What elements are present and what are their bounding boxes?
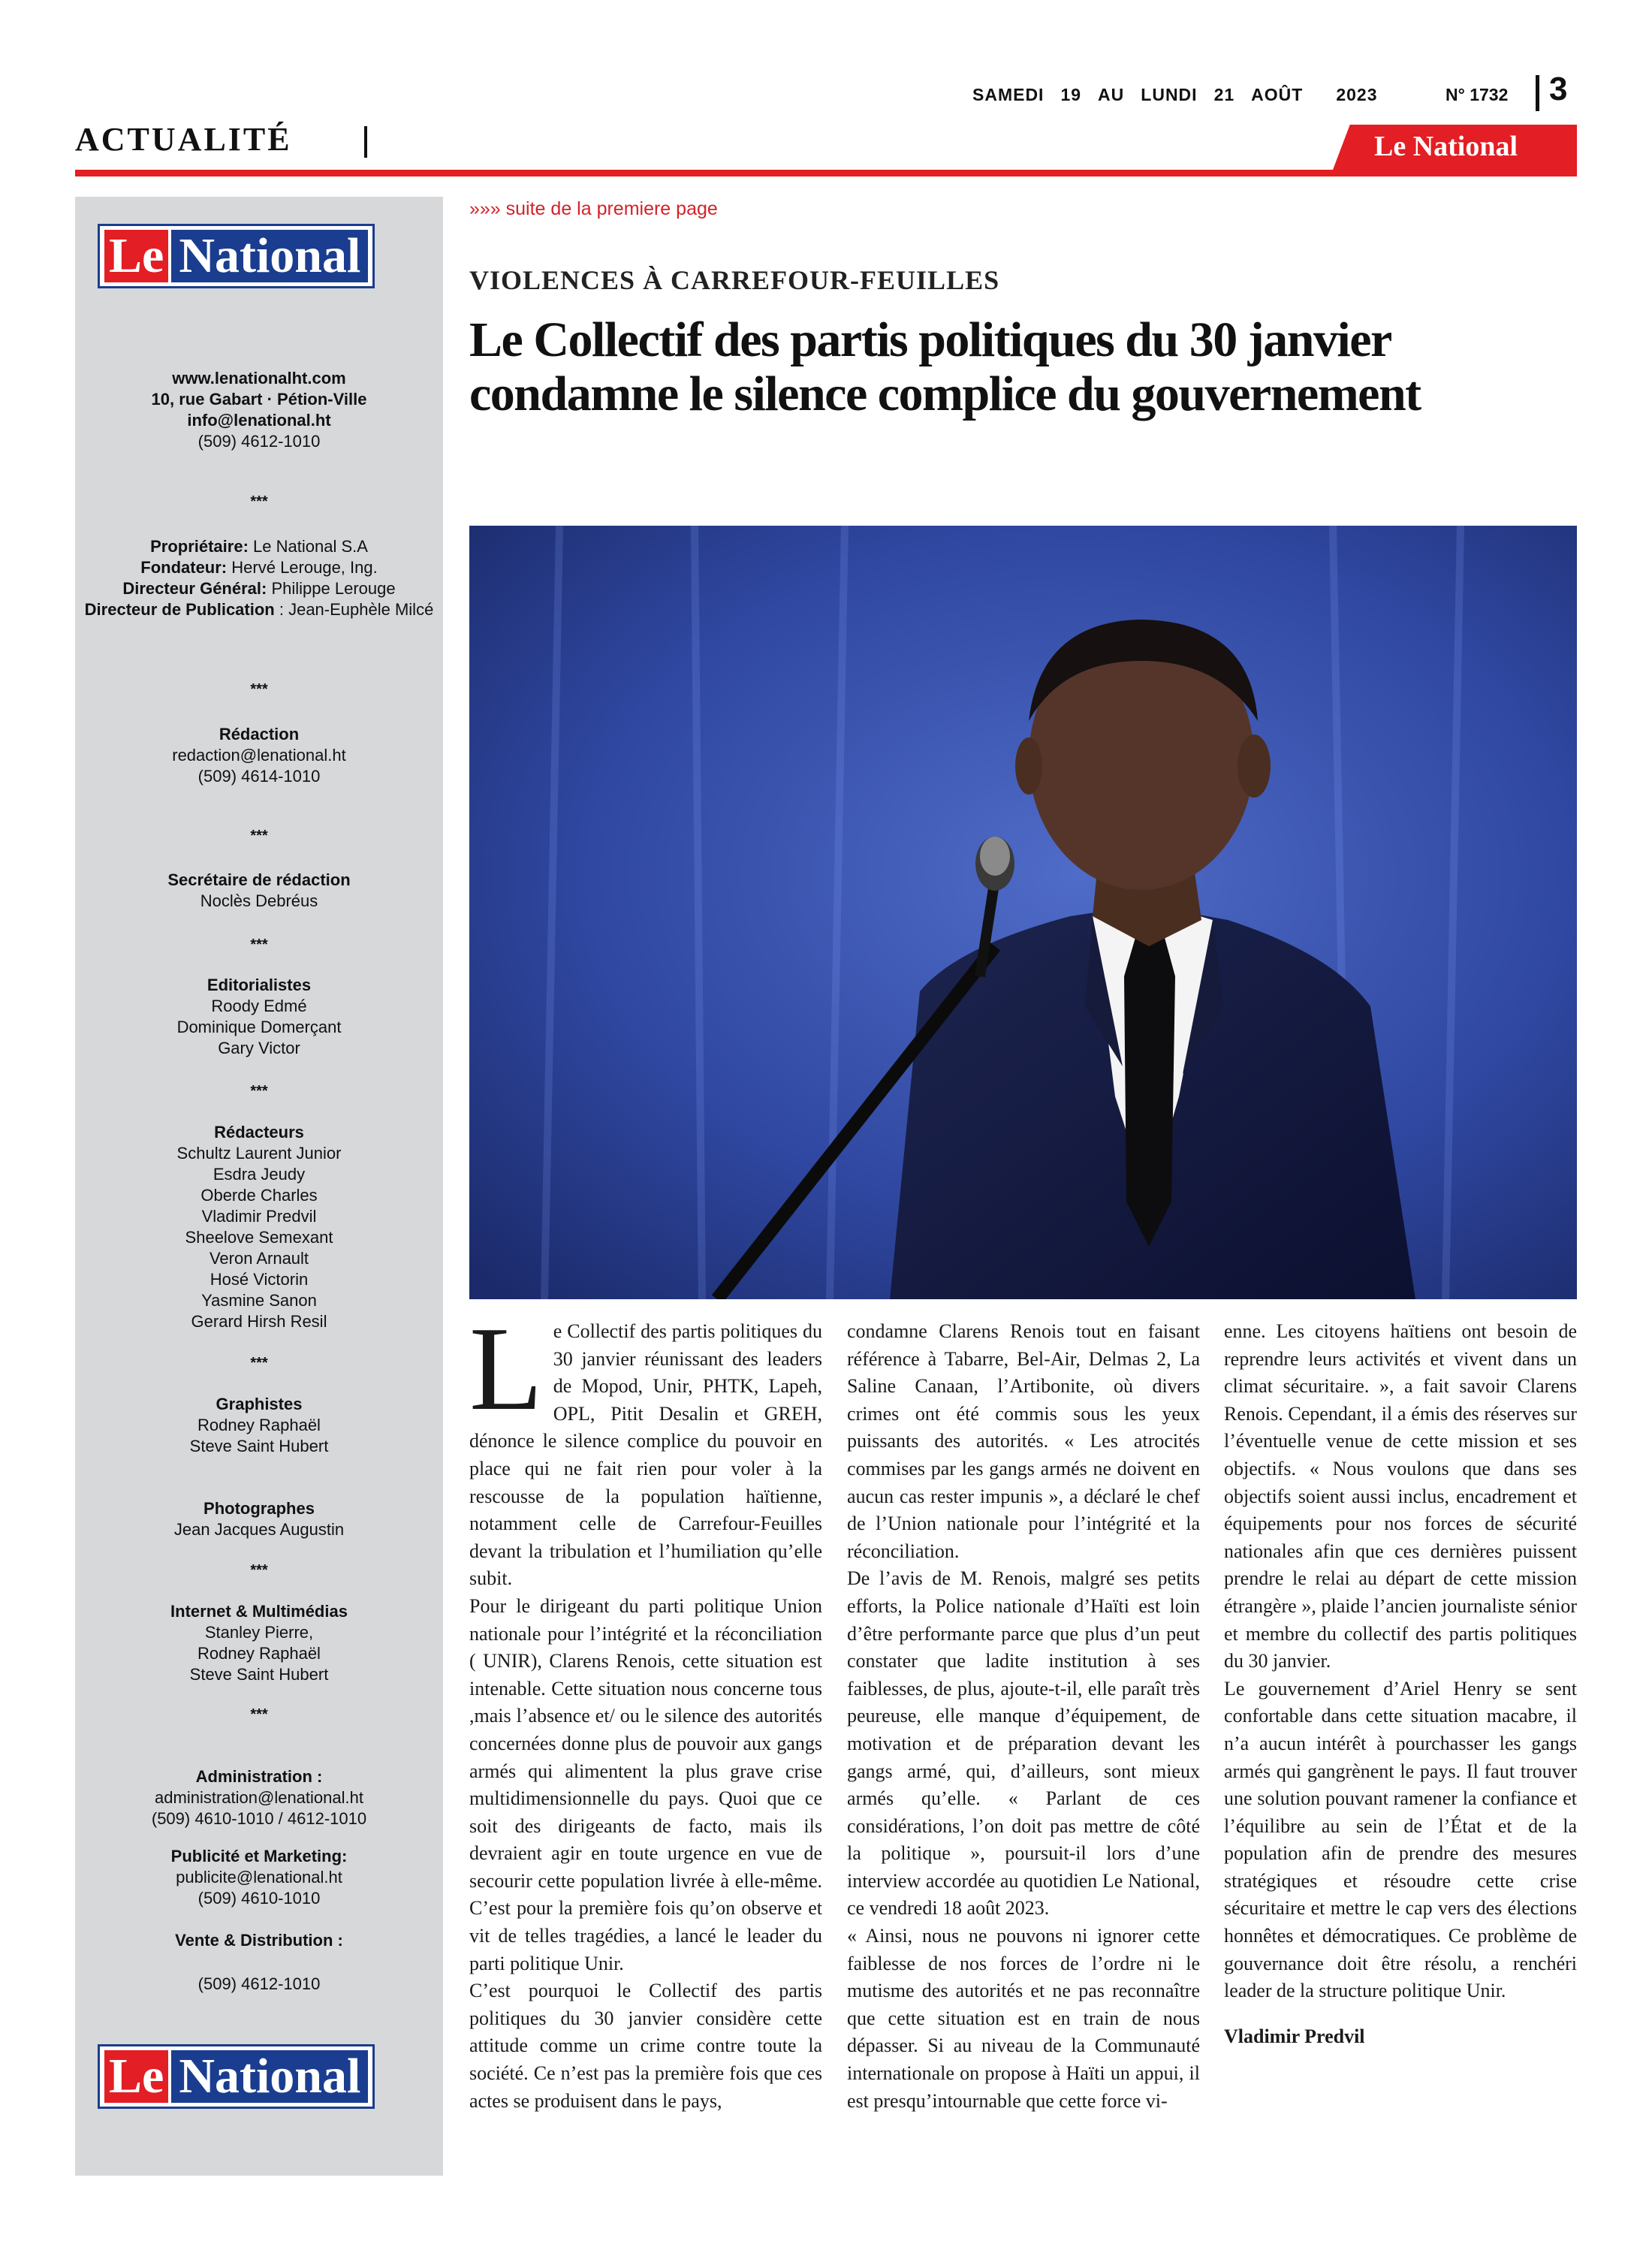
redacteurs-block bbox=[75, 1122, 443, 1332]
section-title: ACTUALITÉ bbox=[75, 121, 292, 158]
internet-member: Stanley Pierre, bbox=[204, 1623, 314, 1642]
speaker-at-podium-image bbox=[469, 526, 1577, 1299]
date-year: 2023 bbox=[1336, 85, 1378, 104]
ownership-block bbox=[75, 536, 443, 620]
secretaire: Noclès Debréus bbox=[200, 891, 318, 910]
editorialiste: Gary Victor bbox=[218, 1039, 300, 1057]
date-day: SAMEDI bbox=[972, 85, 1045, 104]
internet-block bbox=[75, 1601, 443, 1685]
vente-phone: (509) 4612-1010 bbox=[197, 1974, 321, 1993]
paragraph: C’est pourquoi le Collectif des partis politiques du 30 janvier considère cette attitude comme un crime contre toute la société. Ce n’est pas la première fois que ces actes se produisent dans le pays, bbox=[469, 1980, 822, 2112]
separator-stars: *** bbox=[250, 1562, 268, 1579]
photographes-title: Photographes bbox=[203, 1499, 315, 1518]
redacteur: Vladimir Predvil bbox=[201, 1207, 317, 1226]
graphistes-block bbox=[75, 1394, 443, 1457]
separator-stars: *** bbox=[250, 1355, 268, 1371]
vente-phone-block bbox=[75, 1974, 443, 1995]
logo-national: National bbox=[171, 230, 368, 282]
admin-title: Administration : bbox=[195, 1767, 323, 1786]
article-kicker: VIOLENCES À CARREFOUR-FEUILLES bbox=[469, 265, 1000, 295]
editorialiste: Roody Edmé bbox=[211, 997, 307, 1015]
editorialiste: Dominique Domerçant bbox=[176, 1018, 342, 1036]
redaction-block bbox=[75, 724, 443, 787]
administration-block bbox=[75, 1766, 443, 1829]
paragraph: Le gouvernement d’Ariel Henry se sent confortable dans cette situation macabre, il n’a aucun intérêt à pourchasser les gangs armés qui gangrènent le pays. Il faut trouver une solution pouvant ramener la confiance et l’équilibre au sein de l’État et de la population afin de prendre des mesures stratégiques et résoudre cette crise sécuritaire et mettre le cap vers des élections honnêtes et démocratiques. Ce problème de gouvernance doit être résolu, a renchéri leader de la structure politique Unir. bbox=[1224, 1677, 1577, 2002]
header-rule bbox=[75, 170, 1577, 176]
separator-stars: *** bbox=[250, 1083, 268, 1099]
redacteurs-title: Rédacteurs bbox=[214, 1123, 304, 1142]
publicite-block bbox=[75, 1846, 443, 1909]
separator-stars: *** bbox=[250, 828, 268, 844]
photographes-block bbox=[75, 1498, 443, 1540]
date-num-2: 21 bbox=[1213, 85, 1235, 104]
page-number: 3 bbox=[1549, 71, 1568, 107]
pub-title: Publicité et Marketing: bbox=[170, 1847, 348, 1865]
fondateur-label: Fondateur: bbox=[140, 558, 228, 577]
pub-phone: (509) 4610-1010 bbox=[197, 1889, 321, 1908]
graphiste: Rodney Raphaël bbox=[197, 1416, 321, 1434]
issue-date bbox=[972, 85, 1394, 105]
redacteur: Hosé Victorin bbox=[210, 1270, 309, 1289]
article-column-3 bbox=[1224, 1318, 1577, 2050]
separator-stars: *** bbox=[250, 681, 268, 698]
proprietaire: Le National S.A bbox=[253, 537, 368, 556]
date-month: AOÛT bbox=[1251, 85, 1304, 104]
graphistes-title: Graphistes bbox=[216, 1395, 303, 1413]
graphiste: Steve Saint Hubert bbox=[189, 1437, 329, 1455]
website-link[interactable]: www.lenationalht.com bbox=[172, 369, 346, 388]
article-column-2 bbox=[847, 1318, 1200, 2115]
fondateur: Hervé Lerouge, Ing. bbox=[231, 558, 378, 577]
section-divider bbox=[364, 126, 367, 158]
brand-tab-label: Le National bbox=[1374, 131, 1518, 162]
paragraph: enne. Les citoyens haïtiens ont besoin de reprendre leurs activités et vivent dans un climat sécuritaire. », a fait savoir Clarens Renois. Cependant, il a émis des réserves sur l’éventuelle venue de cette mission et ses objectifs. « Nous voulons que dans ses objectifs soient aussi inclus, encadrement et équipements pour nos forces de sécurité nationales afin que ces dernières puissent prendre le relai au départ de cette mission étrangère », plaide l’ancien journaliste sénior et membre du collectif des partis politiques du 30 janvier. bbox=[1224, 1320, 1577, 1672]
article-photo bbox=[469, 526, 1577, 1299]
redacteur: Veron Arnault bbox=[209, 1249, 309, 1268]
editorialistes-block bbox=[75, 975, 443, 1059]
paragraph: e Collectif des partis politiques du 30 janvier réunissant des leaders de Mopod, Unir, PHTK, Lapeh, OPL, Pitit Desalin et GREH, dénonce le silence complice du pouvoir en place qui ne fait rien pour voler à la rescousse de la population haïtienne, notamment celle de Carrefour-Feuilles devant la tribulation et l’humiliation qu’elle subit. bbox=[469, 1320, 822, 1590]
le-national-logo-bottom bbox=[98, 2044, 375, 2109]
internet-member: Rodney Raphaël bbox=[197, 1644, 321, 1663]
redacteur: Sheelove Semexant bbox=[185, 1228, 333, 1247]
internet-title: Internet & Multimédias bbox=[170, 1602, 348, 1621]
redacteur: Schultz Laurent Junior bbox=[176, 1144, 342, 1163]
separator-stars: *** bbox=[250, 493, 268, 510]
vente-title: Vente & Distribution : bbox=[175, 1931, 343, 1950]
photographe: Jean Jacques Augustin bbox=[173, 1520, 345, 1539]
proprietaire-label: Propriétaire: bbox=[150, 537, 249, 556]
paragraph: condamne Clarens Renois tout en faisant référence à Tabarre, Bel-Air, Delmas 2, La Saline Canaan, l’Artibonite, où divers crimes ont été commis sous les yeux puissants des autorités. « Les atrocités commises par les gangs armés ne doivent en aucun cas rester impunis », a déclaré le chef de l’Union nationale pour l’intégrité et la réconciliation. bbox=[847, 1320, 1200, 1562]
date-day-2: LUNDI bbox=[1141, 85, 1198, 104]
redacteur: Esdra Jeudy bbox=[213, 1165, 306, 1184]
byline: Vladimir Predvil bbox=[1224, 2025, 1365, 2047]
internet-member: Steve Saint Hubert bbox=[189, 1665, 329, 1684]
phone: (509) 4612-1010 bbox=[197, 432, 321, 451]
paragraph: Pour le dirigeant du parti politique Union nationale pour l’intégrité et la réconciliation ( UNIR), Clarens Renois, cette situation est intenable. Cette situation nous concerne tous ,mais l’absence et/ ou le silence des autorités concernées donne plus de pouvoir aux gangs armés qui alimentent la plus grave crise multidimensionnelle du pays. Quoi que ce soit des dirigeants de facto, mais ils devraient agir en toute urgence en vue de secourir cette population livrée à elle-même. C’est pour la première fois qu’on observe et vit de telles tragédies, a lancé le leader du parti politique Unir. bbox=[469, 1594, 822, 1974]
date-num-1: 19 bbox=[1060, 85, 1082, 104]
redacteur: Oberde Charles bbox=[200, 1186, 318, 1205]
secretaire-title: Secrétaire de rédaction bbox=[167, 870, 351, 889]
redaction-phone: (509) 4614-1010 bbox=[197, 767, 321, 786]
vente-title-block bbox=[75, 1930, 443, 1951]
separator-stars: *** bbox=[250, 936, 268, 953]
logo-le: Le bbox=[104, 2050, 168, 2103]
issue-number: N° 1732 bbox=[1446, 85, 1509, 104]
redaction-email[interactable]: redaction@lenational.ht bbox=[172, 746, 346, 765]
dg-label: Directeur Général: bbox=[122, 579, 267, 598]
page-number-divider bbox=[1536, 75, 1539, 111]
admin-phone: (509) 4610-1010 / 4612-1010 bbox=[151, 1809, 367, 1828]
drop-cap: L bbox=[469, 1301, 543, 1435]
continued-from-front: »»» suite de la premiere page bbox=[469, 198, 718, 219]
redacteur: Yasmine Sanon bbox=[201, 1291, 317, 1310]
redacteur: Gerard Hirsh Resil bbox=[191, 1312, 327, 1331]
date-au: AU bbox=[1098, 85, 1125, 104]
address: 10, rue Gabart · Pétion-Ville bbox=[151, 390, 367, 409]
contact-block bbox=[75, 368, 443, 452]
dp-label: Directeur de Publication bbox=[84, 600, 275, 619]
dg: Philippe Lerouge bbox=[271, 579, 396, 598]
paragraph: De l’avis de M. Renois, malgré ses petits efforts, la Police nationale d’Haïti est loin d’être performante parce que plus d’un peut constater que ladite institution à ses faiblesses, de plus, ajoute-t-il, elle paraît très peureuse, elle manque d’équipement, de motivation et de préparation devant les gangs armé, qui, d’ailleurs, sont mieux armés qu’elle. « Parlant de ces considérations, l’on doit pas mettre de côté la politique », poursuit-il lors d’une interview accordée au quotidien Le National, ce vendredi 18 août 2023. bbox=[847, 1567, 1200, 1920]
pub-email[interactable]: publicite@lenational.ht bbox=[176, 1868, 342, 1887]
paragraph: « Ainsi, nous ne pouvons ni ignorer cette faiblesse de nos forces de l’ordre ni le mutisme des autorités et ne pas reconnaître que cette situation est en train de nous dépasser. Si au niveau de la Communauté internationale on propose à Haïti un appui, il est presqu’intournable que cette force vi- bbox=[847, 1925, 1200, 2112]
editorialistes-title: Editorialistes bbox=[206, 976, 312, 994]
article-headline: Le Collectif des partis politiques du 30 janvier condamne le silence complice du gouvernement bbox=[469, 312, 1421, 421]
dp: : Jean-Euphèle Milcé bbox=[279, 600, 434, 619]
admin-email[interactable]: administration@lenational.ht bbox=[155, 1788, 363, 1807]
email-link[interactable]: info@lenational.ht bbox=[187, 411, 331, 430]
logo-national: National bbox=[171, 2050, 368, 2103]
separator-stars: *** bbox=[250, 1706, 268, 1723]
article-column-1 bbox=[469, 1301, 822, 2115]
redaction-title: Rédaction bbox=[219, 725, 300, 743]
le-national-logo-top bbox=[98, 224, 375, 288]
masthead-sidebar bbox=[75, 197, 443, 2176]
secretaire-block bbox=[75, 870, 443, 912]
logo-le: Le bbox=[104, 230, 168, 282]
